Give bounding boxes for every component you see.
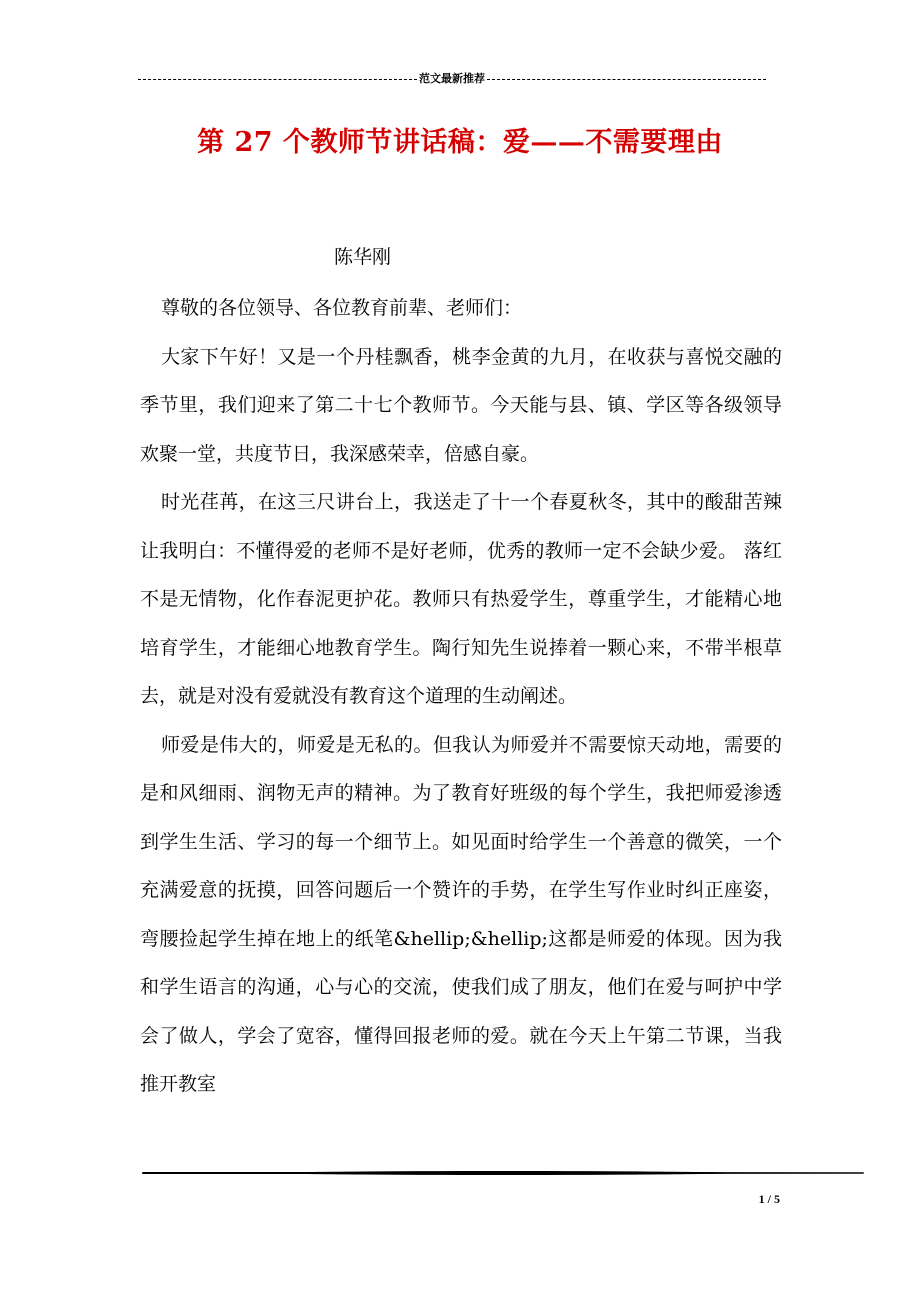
header-label: 范文最新推荐	[419, 72, 485, 85]
page-number: 1 / 5	[758, 1192, 780, 1206]
paragraph-greeting: 大家下午好！又是一个丹桂飘香，桃李金黄的九月，在收获与喜悦交融的季节里，我们迎来了第二十七个教师节。今天能与县、镇、学区等各级领导欢聚一堂，共度节日，我深感荣幸，倍感自豪。	[140, 345, 782, 465]
document-title: 第 27 个教师节讲话稿：爱——不需要理由	[197, 127, 723, 158]
paragraph-teacher-love: 师爱是伟大的，师爱是无私的。但我认为师爱并不需要惊天动地，需要的是和风细雨、润物无声的精神。为了教育好班级的每个学生，我把师爱渗透到学生生活、学习的每一个细节上。如见面时给学生一个善意的微笑，一个充满爱意的抚摸，回答问题后一个赞许的手势，在学生写作业时纠正座姿，弯腰捡起学生掉在地上的纸笔&hellip;&hellip;这都是师爱的体现。因为我和学生语言的沟通，心与心的交流，使我们成了朋友，他们在爱与呵护中学会了做人，学会了宽容，懂得回报老师的爱。就在今天上午第二节课，当我推开教室	[140, 733, 782, 1095]
header-dash-left	[138, 79, 417, 80]
paragraph-salutation: 尊敬的各位领导、各位教育前辈、老师们：	[161, 297, 523, 319]
page-header	[138, 68, 766, 88]
paragraph-reflection: 时光荏苒，在这三尺讲台上，我送走了十一个春夏秋冬，其中的酸甜苦辣让我明白：不懂得爱的老师不是好老师，优秀的教师一定不会缺少爱。 落红不是无情物，化作春泥更护花。教师只有热爱学生，尊重学生，才能精心地培育学生，才能细心地教育学生。陶行知先生说捧着一颗心来，不带半根草去，就是对没有爱就没有教育这个道理的生动阐述。	[140, 491, 782, 707]
document-author: 陈华刚	[334, 246, 392, 268]
footer-divider	[142, 1172, 864, 1174]
header-dash-right	[487, 79, 766, 80]
document-body	[140, 284, 782, 1109]
